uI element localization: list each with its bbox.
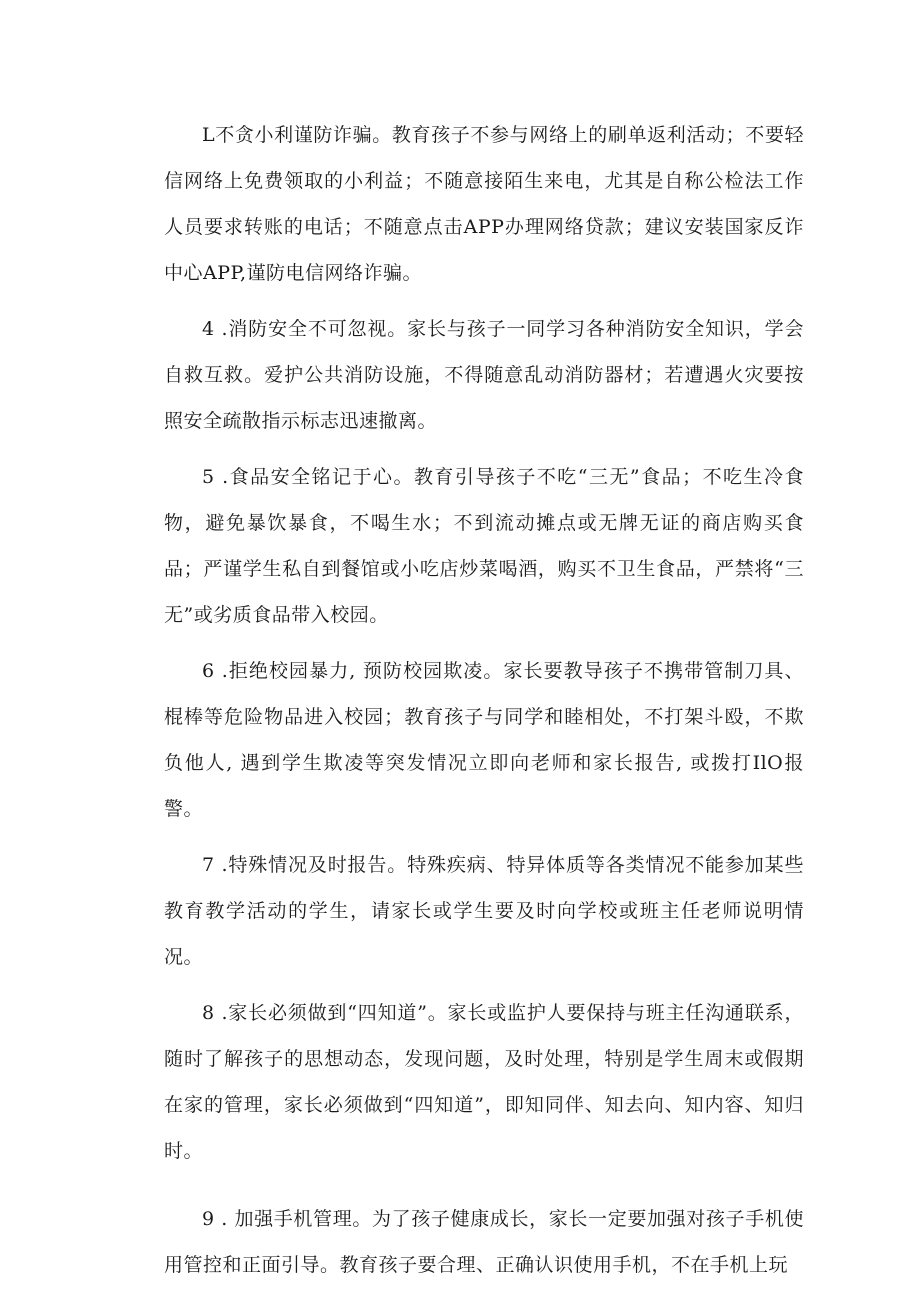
paragraph-four-knows: 8 .家长必须做到“四知道”。家长或监护人要保持与班主任沟通联系，随时了解孩子的思想动态，发现问题，及时处理，特别是学生周末或假期在家的管理，家长必须做到“四知道”，即知同伴、知去向、知内容、知归时。	[164, 1002, 804, 1162]
paragraph-fire-safety: 4 .消防安全不可忽视。家长与孩子一同学习各种消防安全知识，学会自救互救。爱护公共消防设施，不得随意乱动消防器材；若遭遇火灾要按照安全疏散指示标志迅速撤离。	[164, 318, 804, 432]
paragraph-special-reporting: 7 .特殊情况及时报告。特殊疾病、特异体质等各类情况不能参加某些教育教学活动的学生，请家长或学生要及时向学校或班主任老师说明情况。	[164, 854, 804, 968]
paragraph-phone-management: 9 . 加强手机管理。为了孩子健康成长，家长一定要加强对孩子手机使用管控和正面引导。教育孩子要合理、正确认识使用手机，不在手机上玩	[164, 1208, 804, 1276]
paragraph-food-safety: 5 .食品安全铭记于心。教育引导孩子不吃“三无”食品；不吃生冷食物，避免暴饮暴食，不喝生水；不到流动摊点或无牌无证的商店购买食品；严谨学生私自到餐馆或小吃店炒菜喝酒，购买不卫生食品，严禁将“三无”或劣质食品带入校园。	[164, 466, 804, 626]
paragraph-fraud-prevention: L不贪小利谨防诈骗。教育孩子不参与网络上的刷单返利活动；不要轻信网络上免费领取的小利益；不随意接陌生来电，尤其是自称公检法工作人员要求转账的电话；不随意点击APP办理网络贷款；建议安装国家反诈中心APP,谨防电信网络诈骗。	[164, 124, 804, 284]
paragraph-anti-bullying: 6 .拒绝校园暴力, 预防校园欺凌。家长要教导孩子不携带管制刀具、棍棒等危险物品进入校园；教育孩子与同学和睦相处，不打架斗殴，不欺负他人, 遇到学生欺凌等突发情况立即向老师和家长报告, 或拨打IlO报警。	[164, 660, 804, 820]
document-body	[164, 112, 804, 1288]
